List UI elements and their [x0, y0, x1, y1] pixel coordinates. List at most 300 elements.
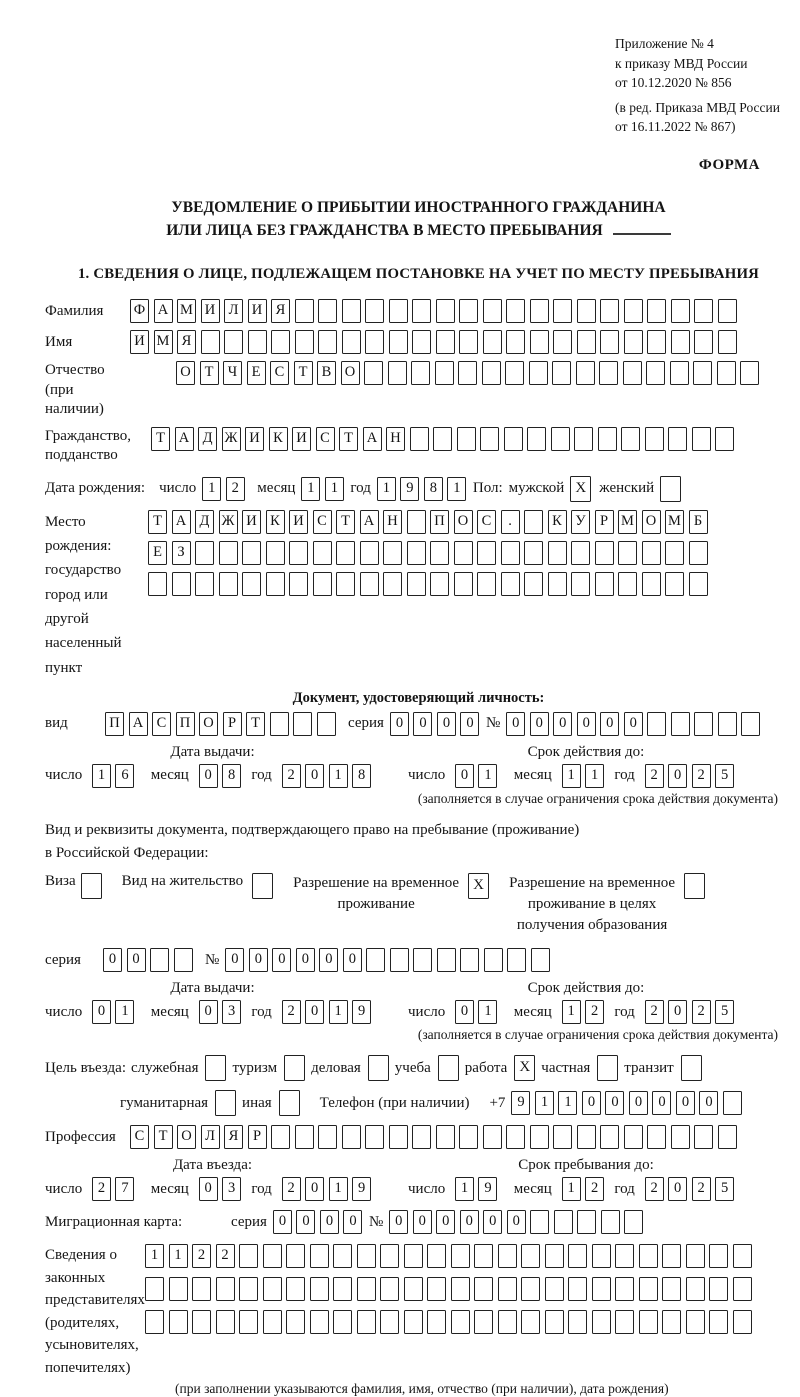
char-cell[interactable] [709, 1310, 728, 1334]
sex-female-checkbox[interactable] [660, 476, 681, 502]
char-cell[interactable] [483, 299, 502, 323]
char-cell[interactable]: 0 [305, 1000, 324, 1024]
char-cell[interactable]: 1 [329, 1177, 348, 1201]
char-cell[interactable]: 0 [506, 712, 525, 736]
char-cell[interactable]: А [175, 427, 194, 451]
char-cell[interactable] [310, 1277, 329, 1301]
char-cell[interactable]: 0 [413, 1210, 432, 1234]
char-cell[interactable] [437, 948, 456, 972]
char-cell[interactable] [599, 361, 618, 385]
purpose-humanitarian-checkbox[interactable] [215, 1090, 236, 1116]
char-cell[interactable]: 1 [377, 477, 396, 501]
char-cell[interactable]: Ж [222, 427, 241, 451]
char-cell[interactable]: 0 [437, 712, 456, 736]
char-cell[interactable] [577, 299, 596, 323]
char-cell[interactable] [548, 541, 567, 565]
char-cell[interactable] [600, 299, 619, 323]
char-cell[interactable]: 8 [352, 764, 371, 788]
char-cell[interactable] [389, 299, 408, 323]
char-cell[interactable] [383, 541, 402, 565]
char-cell[interactable]: 0 [127, 948, 146, 972]
char-cell[interactable] [224, 330, 243, 354]
char-cell[interactable] [693, 361, 712, 385]
char-cell[interactable] [263, 1310, 282, 1334]
char-cell[interactable] [521, 1244, 540, 1268]
char-cell[interactable]: 0 [413, 712, 432, 736]
char-cell[interactable]: Р [248, 1125, 267, 1149]
char-cell[interactable]: О [341, 361, 360, 385]
char-cell[interactable] [686, 1277, 705, 1301]
char-cell[interactable]: А [363, 427, 382, 451]
char-cell[interactable]: И [292, 427, 311, 451]
char-cell[interactable]: 2 [692, 1000, 711, 1024]
char-cell[interactable] [662, 1277, 681, 1301]
temp-permit-edu-checkbox[interactable] [684, 873, 705, 899]
char-cell[interactable] [530, 1125, 549, 1149]
char-cell[interactable] [524, 510, 543, 534]
sex-male-checkbox[interactable]: X [570, 476, 591, 502]
char-cell[interactable]: 1 [329, 1000, 348, 1024]
char-cell[interactable] [527, 427, 546, 451]
char-cell[interactable] [458, 361, 477, 385]
char-cell[interactable] [342, 330, 361, 354]
char-cell[interactable] [545, 1244, 564, 1268]
char-cell[interactable] [412, 1125, 431, 1149]
char-cell[interactable]: 2 [282, 764, 301, 788]
char-cell[interactable] [521, 1277, 540, 1301]
char-cell[interactable] [670, 361, 689, 385]
purpose-other-checkbox[interactable] [279, 1090, 300, 1116]
char-cell[interactable] [435, 361, 454, 385]
char-cell[interactable] [504, 427, 523, 451]
char-cell[interactable] [521, 1310, 540, 1334]
char-cell[interactable] [457, 427, 476, 451]
char-cell[interactable]: 0 [668, 764, 687, 788]
char-cell[interactable]: И [130, 330, 149, 354]
char-cell[interactable] [145, 1277, 164, 1301]
char-cell[interactable] [266, 541, 285, 565]
char-cell[interactable]: 0 [296, 1210, 315, 1234]
char-cell[interactable] [318, 330, 337, 354]
char-cell[interactable]: Б [689, 510, 708, 534]
char-cell[interactable]: Т [339, 427, 358, 451]
char-cell[interactable] [413, 948, 432, 972]
char-cell[interactable] [545, 1277, 564, 1301]
char-cell[interactable]: 0 [273, 1210, 292, 1234]
char-cell[interactable]: Л [224, 299, 243, 323]
char-cell[interactable] [459, 330, 478, 354]
char-cell[interactable]: И [245, 427, 264, 451]
char-cell[interactable]: Я [224, 1125, 243, 1149]
char-cell[interactable] [436, 299, 455, 323]
char-cell[interactable]: 1 [301, 477, 320, 501]
char-cell[interactable] [454, 572, 473, 596]
char-cell[interactable] [621, 427, 640, 451]
char-cell[interactable] [286, 1277, 305, 1301]
char-cell[interactable] [317, 712, 336, 736]
char-cell[interactable]: А [129, 712, 148, 736]
char-cell[interactable] [451, 1244, 470, 1268]
char-cell[interactable] [388, 361, 407, 385]
char-cell[interactable] [313, 572, 332, 596]
char-cell[interactable]: 0 [296, 948, 315, 972]
char-cell[interactable] [195, 541, 214, 565]
char-cell[interactable] [192, 1277, 211, 1301]
char-cell[interactable] [216, 1310, 235, 1334]
char-cell[interactable] [310, 1244, 329, 1268]
char-cell[interactable]: Т [200, 361, 219, 385]
purpose-tourism-checkbox[interactable] [284, 1055, 305, 1081]
char-cell[interactable]: 0 [103, 948, 122, 972]
char-cell[interactable]: Т [148, 510, 167, 534]
char-cell[interactable]: 0 [600, 712, 619, 736]
char-cell[interactable] [530, 299, 549, 323]
char-cell[interactable] [568, 1277, 587, 1301]
char-cell[interactable]: Т [154, 1125, 173, 1149]
char-cell[interactable]: Н [386, 427, 405, 451]
char-cell[interactable] [289, 572, 308, 596]
char-cell[interactable] [694, 712, 713, 736]
char-cell[interactable]: П [105, 712, 124, 736]
char-cell[interactable]: 0 [624, 712, 643, 736]
char-cell[interactable] [380, 1310, 399, 1334]
char-cell[interactable]: 2 [645, 764, 664, 788]
char-cell[interactable]: 1 [202, 477, 221, 501]
char-cell[interactable] [404, 1310, 423, 1334]
char-cell[interactable] [671, 1125, 690, 1149]
char-cell[interactable]: 3 [222, 1000, 241, 1024]
char-cell[interactable]: 0 [249, 948, 268, 972]
char-cell[interactable]: 9 [511, 1091, 530, 1115]
char-cell[interactable] [239, 1277, 258, 1301]
char-cell[interactable] [436, 1125, 455, 1149]
char-cell[interactable]: Е [148, 541, 167, 565]
char-cell[interactable]: В [317, 361, 336, 385]
char-cell[interactable] [364, 361, 383, 385]
char-cell[interactable] [219, 541, 238, 565]
char-cell[interactable] [501, 541, 520, 565]
char-cell[interactable]: Е [247, 361, 266, 385]
char-cell[interactable] [263, 1277, 282, 1301]
char-cell[interactable] [577, 1125, 596, 1149]
char-cell[interactable] [239, 1310, 258, 1334]
char-cell[interactable] [646, 361, 665, 385]
char-cell[interactable]: М [177, 299, 196, 323]
char-cell[interactable]: 0 [225, 948, 244, 972]
char-cell[interactable]: 0 [668, 1000, 687, 1024]
char-cell[interactable]: К [548, 510, 567, 534]
char-cell[interactable] [336, 541, 355, 565]
char-cell[interactable] [639, 1310, 658, 1334]
char-cell[interactable] [506, 1125, 525, 1149]
char-cell[interactable] [460, 948, 479, 972]
char-cell[interactable]: М [154, 330, 173, 354]
char-cell[interactable] [390, 948, 409, 972]
char-cell[interactable] [365, 299, 384, 323]
char-cell[interactable]: 0 [389, 1210, 408, 1234]
char-cell[interactable] [239, 1244, 258, 1268]
char-cell[interactable] [169, 1310, 188, 1334]
char-cell[interactable] [404, 1277, 423, 1301]
char-cell[interactable]: 0 [629, 1091, 648, 1115]
char-cell[interactable]: 2 [645, 1177, 664, 1201]
char-cell[interactable] [692, 427, 711, 451]
char-cell[interactable] [150, 948, 169, 972]
char-cell[interactable] [271, 1125, 290, 1149]
char-cell[interactable] [174, 948, 193, 972]
char-cell[interactable]: М [665, 510, 684, 534]
char-cell[interactable]: 0 [199, 764, 218, 788]
purpose-commercial-checkbox[interactable] [368, 1055, 389, 1081]
char-cell[interactable] [665, 572, 684, 596]
char-cell[interactable]: 0 [483, 1210, 502, 1234]
char-cell[interactable] [618, 572, 637, 596]
char-cell[interactable] [718, 299, 737, 323]
char-cell[interactable]: 8 [424, 477, 443, 501]
char-cell[interactable] [574, 427, 593, 451]
char-cell[interactable] [733, 1277, 752, 1301]
char-cell[interactable] [647, 712, 666, 736]
char-cell[interactable] [530, 1210, 549, 1234]
char-cell[interactable] [600, 1125, 619, 1149]
char-cell[interactable] [477, 541, 496, 565]
char-cell[interactable]: Ф [130, 299, 149, 323]
purpose-business-checkbox[interactable] [205, 1055, 226, 1081]
char-cell[interactable] [548, 572, 567, 596]
char-cell[interactable] [715, 427, 734, 451]
char-cell[interactable] [271, 330, 290, 354]
char-cell[interactable]: 2 [645, 1000, 664, 1024]
char-cell[interactable]: П [430, 510, 449, 534]
char-cell[interactable] [289, 541, 308, 565]
char-cell[interactable] [482, 361, 501, 385]
char-cell[interactable] [717, 361, 736, 385]
char-cell[interactable]: 2 [192, 1244, 211, 1268]
char-cell[interactable] [313, 541, 332, 565]
char-cell[interactable] [741, 712, 760, 736]
char-cell[interactable] [530, 330, 549, 354]
char-cell[interactable] [318, 1125, 337, 1149]
char-cell[interactable] [436, 330, 455, 354]
char-cell[interactable] [357, 1244, 376, 1268]
char-cell[interactable]: 2 [585, 1177, 604, 1201]
char-cell[interactable] [407, 572, 426, 596]
char-cell[interactable]: Ч [223, 361, 242, 385]
char-cell[interactable]: 0 [652, 1091, 671, 1115]
char-cell[interactable]: 2 [282, 1000, 301, 1024]
char-cell[interactable] [404, 1244, 423, 1268]
char-cell[interactable]: 0 [507, 1210, 526, 1234]
char-cell[interactable] [295, 299, 314, 323]
char-cell[interactable]: С [152, 712, 171, 736]
char-cell[interactable] [689, 541, 708, 565]
purpose-transit-checkbox[interactable] [681, 1055, 702, 1081]
char-cell[interactable] [645, 427, 664, 451]
char-cell[interactable] [293, 712, 312, 736]
char-cell[interactable] [553, 330, 572, 354]
residence-permit-checkbox[interactable] [252, 873, 273, 899]
char-cell[interactable] [615, 1244, 634, 1268]
char-cell[interactable]: К [269, 427, 288, 451]
char-cell[interactable]: 0 [199, 1177, 218, 1201]
char-cell[interactable] [592, 1277, 611, 1301]
char-cell[interactable] [219, 572, 238, 596]
char-cell[interactable]: 5 [715, 1177, 734, 1201]
char-cell[interactable]: 9 [400, 477, 419, 501]
char-cell[interactable]: О [454, 510, 473, 534]
char-cell[interactable] [577, 330, 596, 354]
char-cell[interactable]: 0 [390, 712, 409, 736]
char-cell[interactable] [342, 299, 361, 323]
char-cell[interactable]: К [266, 510, 285, 534]
char-cell[interactable] [474, 1310, 493, 1334]
char-cell[interactable]: 7 [115, 1177, 134, 1201]
char-cell[interactable]: С [130, 1125, 149, 1149]
char-cell[interactable]: 0 [305, 764, 324, 788]
char-cell[interactable]: 0 [343, 948, 362, 972]
char-cell[interactable]: Р [595, 510, 614, 534]
char-cell[interactable] [242, 541, 261, 565]
char-cell[interactable]: 9 [478, 1177, 497, 1201]
char-cell[interactable]: З [172, 541, 191, 565]
char-cell[interactable] [647, 330, 666, 354]
char-cell[interactable] [474, 1244, 493, 1268]
char-cell[interactable] [498, 1244, 517, 1268]
char-cell[interactable] [286, 1244, 305, 1268]
char-cell[interactable] [427, 1277, 446, 1301]
char-cell[interactable]: 0 [530, 712, 549, 736]
char-cell[interactable] [623, 361, 642, 385]
char-cell[interactable] [192, 1310, 211, 1334]
char-cell[interactable] [366, 948, 385, 972]
char-cell[interactable] [365, 1125, 384, 1149]
char-cell[interactable] [357, 1310, 376, 1334]
char-cell[interactable]: 5 [715, 764, 734, 788]
char-cell[interactable]: Т [336, 510, 355, 534]
char-cell[interactable] [615, 1277, 634, 1301]
char-cell[interactable]: 0 [668, 1177, 687, 1201]
char-cell[interactable] [380, 1277, 399, 1301]
char-cell[interactable] [427, 1310, 446, 1334]
char-cell[interactable]: У [571, 510, 590, 534]
char-cell[interactable] [615, 1310, 634, 1334]
purpose-study-checkbox[interactable] [438, 1055, 459, 1081]
char-cell[interactable] [498, 1310, 517, 1334]
char-cell[interactable] [647, 1125, 666, 1149]
char-cell[interactable] [671, 712, 690, 736]
char-cell[interactable] [554, 1210, 573, 1234]
char-cell[interactable] [576, 361, 595, 385]
char-cell[interactable] [647, 299, 666, 323]
char-cell[interactable] [671, 330, 690, 354]
char-cell[interactable]: И [289, 510, 308, 534]
char-cell[interactable] [592, 1244, 611, 1268]
char-cell[interactable] [310, 1310, 329, 1334]
char-cell[interactable]: О [177, 1125, 196, 1149]
char-cell[interactable] [624, 330, 643, 354]
char-cell[interactable]: М [618, 510, 637, 534]
char-cell[interactable]: 5 [715, 1000, 734, 1024]
char-cell[interactable] [480, 427, 499, 451]
visa-checkbox[interactable] [81, 873, 102, 899]
char-cell[interactable] [451, 1277, 470, 1301]
char-cell[interactable] [201, 330, 220, 354]
char-cell[interactable] [665, 541, 684, 565]
char-cell[interactable]: С [477, 510, 496, 534]
char-cell[interactable]: 1 [478, 764, 497, 788]
char-cell[interactable]: 2 [585, 1000, 604, 1024]
char-cell[interactable] [342, 1125, 361, 1149]
char-cell[interactable] [507, 948, 526, 972]
char-cell[interactable] [365, 330, 384, 354]
char-cell[interactable] [483, 330, 502, 354]
char-cell[interactable]: Т [294, 361, 313, 385]
char-cell[interactable]: 1 [145, 1244, 164, 1268]
char-cell[interactable]: 8 [222, 764, 241, 788]
char-cell[interactable] [592, 1310, 611, 1334]
char-cell[interactable] [506, 330, 525, 354]
char-cell[interactable] [380, 1244, 399, 1268]
char-cell[interactable] [412, 299, 431, 323]
char-cell[interactable]: И [242, 510, 261, 534]
char-cell[interactable] [740, 361, 759, 385]
char-cell[interactable] [642, 541, 661, 565]
char-cell[interactable]: 1 [92, 764, 111, 788]
char-cell[interactable] [242, 572, 261, 596]
char-cell[interactable] [383, 572, 402, 596]
char-cell[interactable] [266, 572, 285, 596]
char-cell[interactable]: А [154, 299, 173, 323]
char-cell[interactable]: 0 [455, 764, 474, 788]
char-cell[interactable]: Н [383, 510, 402, 534]
char-cell[interactable]: 1 [169, 1244, 188, 1268]
char-cell[interactable]: 9 [352, 1000, 371, 1024]
char-cell[interactable]: Р [223, 712, 242, 736]
char-cell[interactable]: 0 [553, 712, 572, 736]
char-cell[interactable] [624, 1210, 643, 1234]
char-cell[interactable]: 2 [692, 764, 711, 788]
char-cell[interactable] [718, 330, 737, 354]
char-cell[interactable] [668, 427, 687, 451]
char-cell[interactable] [484, 948, 503, 972]
char-cell[interactable] [553, 1125, 572, 1149]
char-cell[interactable]: П [176, 712, 195, 736]
char-cell[interactable] [505, 361, 524, 385]
char-cell[interactable]: С [316, 427, 335, 451]
char-cell[interactable] [531, 948, 550, 972]
char-cell[interactable] [295, 330, 314, 354]
char-cell[interactable] [360, 572, 379, 596]
char-cell[interactable] [598, 427, 617, 451]
char-cell[interactable]: О [642, 510, 661, 534]
char-cell[interactable]: 0 [455, 1000, 474, 1024]
char-cell[interactable] [333, 1310, 352, 1334]
char-cell[interactable] [148, 572, 167, 596]
char-cell[interactable] [270, 712, 289, 736]
char-cell[interactable] [459, 299, 478, 323]
char-cell[interactable] [689, 572, 708, 596]
char-cell[interactable]: Т [246, 712, 265, 736]
char-cell[interactable]: Т [151, 427, 170, 451]
char-cell[interactable]: 2 [216, 1244, 235, 1268]
char-cell[interactable] [216, 1277, 235, 1301]
char-cell[interactable]: 1 [478, 1000, 497, 1024]
char-cell[interactable]: 1 [562, 764, 581, 788]
char-cell[interactable] [389, 1125, 408, 1149]
purpose-private-checkbox[interactable] [597, 1055, 618, 1081]
char-cell[interactable]: 0 [272, 948, 291, 972]
char-cell[interactable] [333, 1277, 352, 1301]
